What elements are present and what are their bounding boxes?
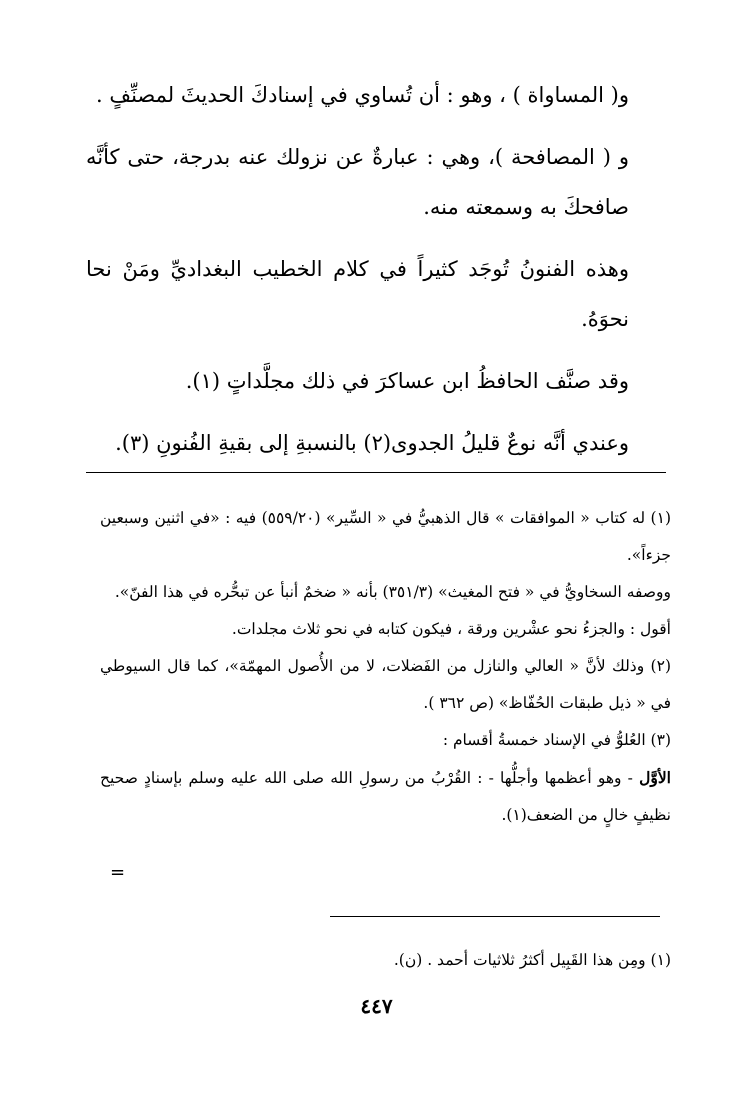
page-number: ٤٤٧ — [360, 994, 393, 1018]
subnote: (١) ومِن هذا القَبِيل أكثرُ ثلاثيات أحمد . (ن). — [393, 951, 671, 969]
paragraph-musafaha: و ( المصافحة )، وهي : عبارةٌ عن نزولك عنه بدرجة، حتى كأنَّه صافحكَ به وسمعته منه. — [86, 145, 629, 219]
footnote-1-sakhawi: ووصفه السخاويُّ في « فتح المغيث» (٣٥١/٣) بأنه « ضخمٌ أنبأ عن تبحُّره في هذا الفنّ». — [114, 583, 671, 601]
subnote-separator — [330, 916, 660, 917]
paragraph-musawat: و( المساواة ) ، وهو : أن تُساوي في إسنادكَ الحديثَ لمصنِّفٍ . — [96, 83, 629, 107]
footnote-1-comment: أقول : والجزءُ نحو عشْرين ورقة ، فيكون كتابه في نحو ثلاث مجلدات. — [231, 620, 671, 638]
paragraph-funun: وهذه الفنونُ تُوجَد كثيراً في كلام الخطيب البغداديِّ ومَنْ نحا نحوَهُ. — [86, 257, 629, 331]
footnote-3-intro: (٣) العُلوُّ في الإسناد خمسةُ أقسام : — [442, 731, 671, 749]
footnotes — [100, 500, 671, 834]
paragraph-ibn-asakir: وقد صنَّف الحافظُ ابن عساكرَ في ذلك مجلَّداتٍ (١). — [185, 369, 629, 393]
footnote-separator — [86, 472, 666, 473]
footnote-3-first — [100, 759, 671, 834]
footnote-2: (٢) وذلك لأنَّ « العالي والنازل من الفَضلات، لا من الأُصول المهمّة»، كما قال السيوطي في « ذيل طبقات الحُفّاظ» (ص ٣٦٢ ). — [100, 657, 671, 712]
footnote-3-first-text: - وهو أعظمها وأجلُّها - : القُرْبُ من رسولِ الله صلى الله عليه وسلم بإسنادٍ صحيح نظيفٍ خالٍ من الضعف(١). — [100, 769, 671, 824]
paragraph-opinion: وعندي أنَّه نوعٌ قليلُ الجدوى(٢) بالنسبةِ إلى بقيةِ الفُنونِ (٣). — [115, 431, 629, 455]
continuation-mark: = — [110, 862, 126, 883]
footnote-3-first-label: الأوَّل — [639, 768, 671, 787]
main-text — [86, 70, 673, 480]
footnote-1: (١) له كتاب « الموافقات » قال الذهبيُّ في « السِّير» (٥٥٩/٢٠) فيه : «في اثنين وسبعين جزءاً». — [100, 509, 671, 564]
